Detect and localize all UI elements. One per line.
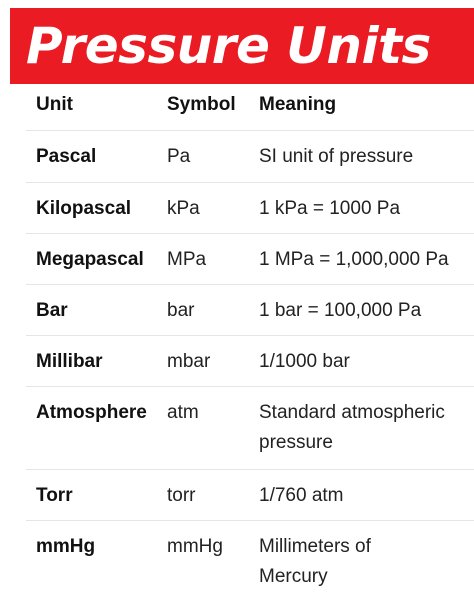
symbol-cell: mmHg bbox=[167, 536, 223, 557]
meaning-line: 1 MPa = 1,000,000 Pa bbox=[259, 249, 449, 270]
meaning-line: 1/1000 bar bbox=[259, 351, 350, 372]
table-row bbox=[26, 130, 474, 183]
unit-cell: Millibar bbox=[36, 351, 103, 372]
meaning-cell bbox=[259, 296, 474, 326]
table-row bbox=[26, 284, 474, 336]
symbol-cell: kPa bbox=[167, 198, 200, 219]
meaning-cell bbox=[259, 532, 474, 592]
meaning-line: Standard atmospheric bbox=[259, 402, 445, 423]
unit-cell: Kilopascal bbox=[36, 198, 132, 219]
symbol-cell: torr bbox=[167, 485, 196, 506]
meaning-cell bbox=[259, 398, 474, 458]
header-symbol: Symbol bbox=[167, 94, 236, 115]
unit-cell: Torr bbox=[36, 485, 73, 506]
symbol-cell: atm bbox=[167, 402, 199, 423]
symbol-cell: mbar bbox=[167, 351, 211, 372]
pressure-units-table bbox=[26, 84, 474, 616]
meaning-line: 1 bar = 100,000 Pa bbox=[259, 300, 422, 321]
meaning-line: 1/760 atm bbox=[259, 485, 344, 506]
symbol-cell: MPa bbox=[167, 249, 207, 270]
meaning-line: Mercury bbox=[259, 566, 328, 587]
meaning-cell bbox=[259, 142, 474, 172]
table-header-row bbox=[26, 84, 474, 131]
meaning-line: pressure bbox=[259, 432, 333, 453]
title-banner bbox=[10, 8, 474, 84]
meaning-cell bbox=[259, 194, 474, 224]
unit-cell: Pascal bbox=[36, 146, 97, 167]
meaning-line: Millimeters of bbox=[259, 536, 371, 557]
meaning-cell bbox=[259, 481, 474, 511]
meaning-cell bbox=[259, 245, 474, 275]
page-title: Pressure Units bbox=[26, 17, 431, 75]
table-row bbox=[26, 386, 474, 470]
unit-cell: Atmosphere bbox=[36, 402, 147, 423]
table-row bbox=[26, 182, 474, 234]
meaning-line: SI unit of pressure bbox=[259, 146, 414, 167]
table-row bbox=[26, 469, 474, 521]
meaning-cell bbox=[259, 347, 474, 377]
symbol-cell: Pa bbox=[167, 146, 191, 167]
header-meaning: Meaning bbox=[259, 94, 337, 115]
meaning-line: 1 kPa = 1000 Pa bbox=[259, 198, 401, 219]
table-row bbox=[26, 335, 474, 387]
header-unit: Unit bbox=[36, 94, 73, 115]
symbol-cell: bar bbox=[167, 300, 195, 321]
unit-cell: Bar bbox=[36, 300, 68, 321]
unit-cell: Megapascal bbox=[36, 249, 144, 270]
table-row bbox=[26, 233, 474, 285]
table-row bbox=[26, 520, 474, 616]
unit-cell: mmHg bbox=[36, 536, 96, 557]
